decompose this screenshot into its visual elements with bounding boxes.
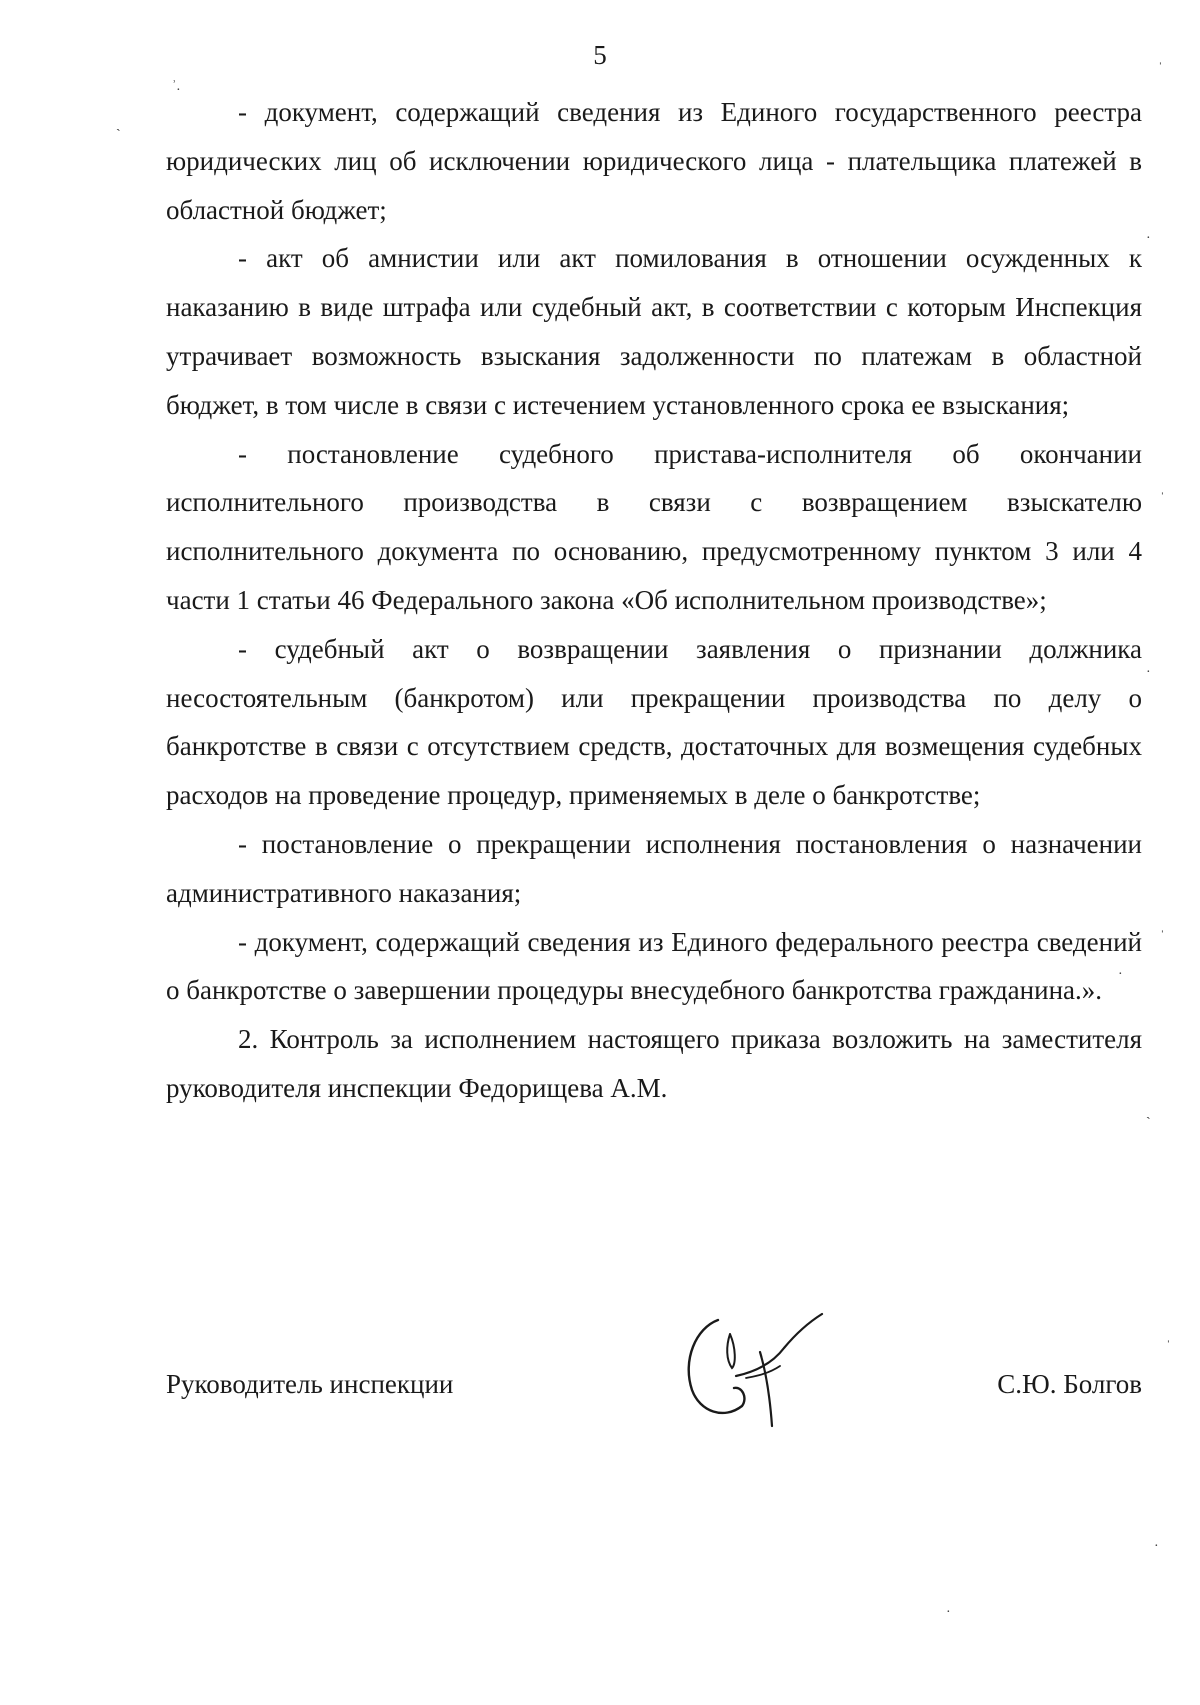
list-item-bailiff-resolution: - постановление судебного пристава-исполнителя об окончании исполнительного производства в связи с возвращением взыскателю исполнительного документа по основанию, предусмотренному пунктом 3 или 4 части 1 статьи 46 Федерального закона «Об исполнительном производстве»; <box>166 438 1142 615</box>
scan-speck: · <box>1146 665 1151 680</box>
list-item-egrul-exclusion: - документ, содержащий сведения из Единого государственного реестра юридических лиц об исключении юридического лица - плательщика платежей в областной бюджет; <box>166 97 1142 225</box>
document-body <box>166 88 1142 1113</box>
scan-speck: ˈ <box>1158 61 1163 76</box>
signatory-name: С.Ю. Болгов <box>997 1369 1142 1399</box>
scan-speck: ˏ <box>116 117 121 132</box>
page-number: 5 <box>593 40 607 70</box>
scan-speck: ˈ <box>1166 1339 1171 1354</box>
scan-speck: ˏ <box>1146 1105 1151 1120</box>
scan-speck: ˈ <box>1160 929 1165 944</box>
signature-block <box>166 1360 1142 1420</box>
scan-speck: ʾ. <box>172 79 181 94</box>
scan-speck: · <box>1118 967 1123 982</box>
control-clause: 2. Контроль за исполнением настоящего приказа возложить на заместителя руководителя инспекции Федорищева А.М. <box>166 1024 1142 1103</box>
scan-speck: ˈ <box>1160 491 1165 506</box>
list-item-amnesty-act: - акт об амнистии или акт помилования в отношении осужденных к наказанию в виде штрафа или судебный акт, в соответствии с которым Инспекция утрачивает возможность взыскания задолженности по платежам в областной бюджет, в том числе в связи с истечением установленного срока ее взыскания; <box>166 243 1142 420</box>
list-item-penalty-termination: - постановление о прекращении исполнения постановления о назначении административного наказания; <box>166 828 1142 908</box>
scan-speck: · <box>1154 1539 1159 1554</box>
scan-speck: · <box>946 1605 951 1620</box>
list-item-extrajudicial-bankruptcy: - документ, содержащий сведения из Единого федерального реестра сведений о банкротстве о завершении процедуры внесудебного банкротства гражданина.». <box>166 926 1142 1006</box>
list-item-bankruptcy-court-act: - судебный акт о возвращении заявления о признании должника несостоятельным (банкротом) или прекращении производства по делу о банкротстве в связи с отсутствием средств, достаточных для возмещения судебных расходов на проведение процедур, применяемых в деле о банкротстве; <box>166 633 1142 811</box>
handwritten-signature <box>676 1302 836 1442</box>
signatory-position: Руководитель инспекции <box>166 1369 454 1399</box>
scan-speck: · <box>1146 231 1151 246</box>
